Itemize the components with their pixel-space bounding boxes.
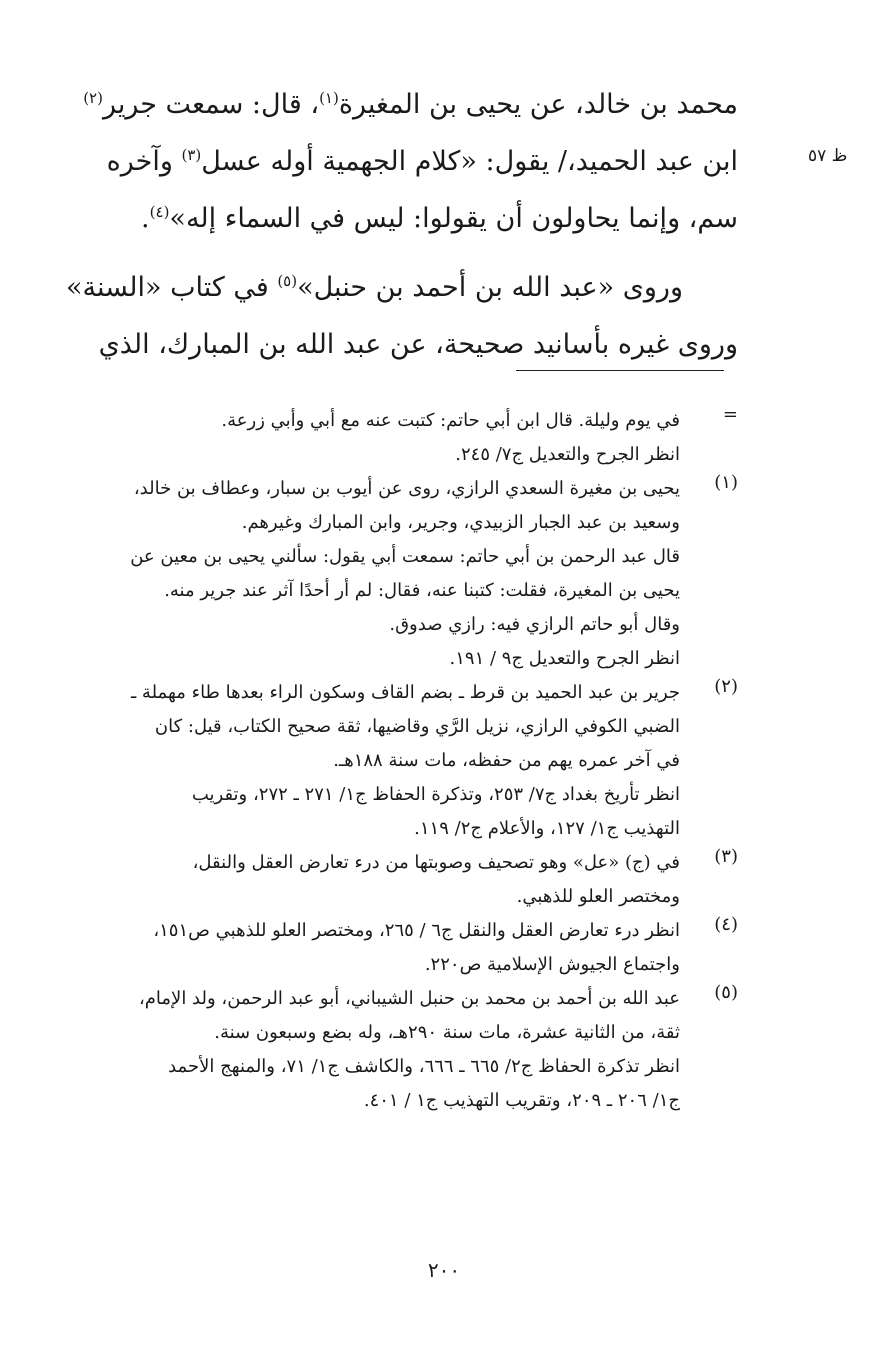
text-run: ، قال: سمعت جرير bbox=[102, 89, 320, 120]
footnote-continuation bbox=[60, 404, 740, 472]
footnote-line: التهذيب ج١/ ١٢٧، والأعلام ج٢/ ١١٩. bbox=[414, 818, 680, 839]
main-text-body bbox=[48, 76, 738, 373]
footnote-line: جرير بن عبد الحميد بن قرط ـ بضم القاف وسكون الراء بعدها طاء مهملة ـ bbox=[130, 682, 680, 703]
main-text-line bbox=[48, 133, 738, 190]
footnote-separator-rule bbox=[516, 370, 724, 371]
footnote-line: واجتماع الجيوش الإسلامية ص٢٢٠. bbox=[424, 954, 680, 975]
footnote-line: عبد الله بن أحمد بن محمد بن حنبل الشيباني، أبو عبد الرحمن، ولد الإمام، bbox=[138, 988, 680, 1009]
footnote-line: قال عبد الرحمن بن أبي حاتم: سمعت أبي يقول: سألني يحيى بن معين عن bbox=[130, 546, 680, 567]
footnote-ref[interactable]: (٣) bbox=[181, 146, 202, 164]
manuscript-folio-note: ظ ٥٧ bbox=[808, 146, 848, 166]
footnote-line: انظر تذكرة الحفاظ ج٢/ ٦٦٥ ـ ٦٦٦، والكاشف ج١/ ٧١، والمنهج الأحمد bbox=[168, 1056, 680, 1077]
footnote-line: انظر تأريخ بغداد ج٧/ ٢٥٣، وتذكرة الحفاظ ج١/ ٢٧١ ـ ٢٧٢، وتقريب bbox=[191, 784, 680, 805]
footnote-line: في (ج) «عل» وهو تصحيف وصوبتها من درء تعارض العقل والنقل، bbox=[192, 852, 680, 873]
text-run: ابن عبد الحميد،/ يقول: «كلام الجهمية أوله عسل bbox=[201, 146, 738, 177]
footnote-line: انظر الجرح والتعديل ج٩ / ١٩١. bbox=[449, 648, 680, 669]
footnote-5 bbox=[60, 982, 740, 1118]
footnote-marker: (٣) bbox=[714, 846, 738, 867]
footnote-line: وقال أبو حاتم الرازي فيه: رازي صدوق. bbox=[389, 614, 680, 635]
footnote-marker: (٢) bbox=[714, 676, 738, 697]
text-run: في كتاب «السنة» bbox=[66, 272, 278, 303]
text-run: محمد بن خالد، عن يحيى بن المغيرة bbox=[338, 89, 738, 120]
footnote-line: يحيى بن المغيرة، فقلت: كتبنا عنه، فقال: لم أر أحدًا آثر عند جرير منه. bbox=[164, 580, 680, 601]
text-run: وآخره bbox=[106, 146, 182, 177]
footnote-4 bbox=[60, 914, 740, 982]
footnote-1 bbox=[60, 472, 740, 676]
footnote-marker: = bbox=[722, 404, 738, 425]
footnote-ref[interactable]: (٢) bbox=[83, 89, 103, 107]
footnote-line: انظر درء تعارض العقل والنقل ج٦ / ٢٦٥، ومختصر العلو للذهبي ص١٥١، bbox=[153, 920, 680, 941]
footnote-3 bbox=[60, 846, 740, 914]
main-text-line bbox=[48, 76, 738, 133]
text-run: سم، وإنما يحاولون أن يقولوا: ليس في السماء إله» bbox=[169, 203, 738, 234]
footnote-line: وسعيد بن عبد الجبار الزبيدي، وجرير، وابن المبارك وغيرهم. bbox=[241, 512, 680, 533]
text-run: وروى غيره بأسانيد صحيحة، عن عبد الله بن المبارك، الذي bbox=[98, 329, 738, 360]
page-number: ٢٠٠ bbox=[427, 1258, 461, 1282]
footnote-line: الضبي الكوفي الرازي، نزيل الرَّي وقاضيها، ثقة صحيح الكتاب، قيل: كان bbox=[154, 716, 680, 737]
main-text-line bbox=[48, 190, 738, 247]
main-text-line bbox=[48, 259, 738, 316]
footnote-line: في آخر عمره يهم من حفظه، مات سنة ١٨٨هـ. bbox=[333, 750, 680, 771]
footnote-line: يحيى بن مغيرة السعدي الرازي، روى عن أيوب بن سبار، وعطاف بن خالد، bbox=[133, 478, 680, 499]
footnote-marker: (٥) bbox=[714, 982, 738, 1003]
footnote-marker: (١) bbox=[714, 472, 738, 493]
footnote-marker: (٤) bbox=[714, 914, 738, 935]
footnote-line: ومختصر العلو للذهبي. bbox=[516, 886, 680, 907]
footnote-line: ثقة، من الثانية عشرة، مات سنة ٢٩٠هـ، وله بضع وسبعون سنة. bbox=[214, 1022, 680, 1043]
footnotes-section bbox=[60, 404, 740, 1118]
footnote-ref[interactable]: (٥) bbox=[277, 272, 298, 290]
main-text-line bbox=[48, 316, 738, 373]
text-run: . bbox=[141, 203, 150, 234]
footnote-ref[interactable]: (١) bbox=[319, 89, 339, 107]
footnote-line: في يوم وليلة. قال ابن أبي حاتم: كتبت عنه مع أبي وأبي زرعة. bbox=[221, 410, 680, 431]
footnote-line: انظر الجرح والتعديل ج٧/ ٢٤٥. bbox=[455, 444, 680, 465]
text-run: وروى «عبد الله بن أحمد بن حنبل» bbox=[297, 272, 683, 303]
footnote-ref[interactable]: (٤) bbox=[149, 203, 170, 221]
footnote-line: ج١/ ٢٠٦ ـ ٢٠٩، وتقريب التهذيب ج١ / ٤٠١. bbox=[363, 1090, 680, 1111]
footnote-2 bbox=[60, 676, 740, 846]
